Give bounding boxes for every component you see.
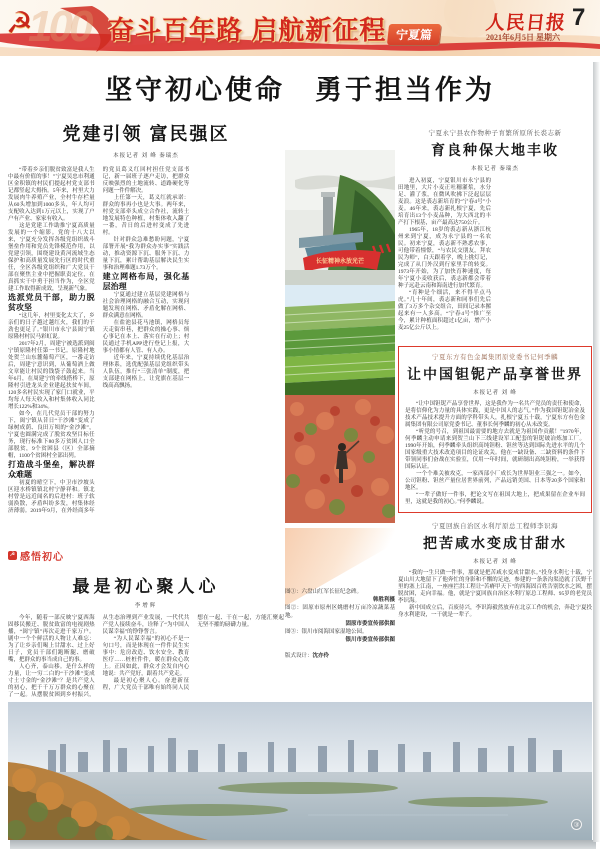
- article-byline: 本报记者 刘 峰 秦瑞杰: [113, 153, 179, 159]
- right-column: [398, 128, 592, 619]
- paragraph: 这是党建工作助推宁夏高质量发展的一个缩影。党的十八大以来，宁夏充分发挥各级党组织战斗堡垒作用和党员先锋模范作用，以党建引领，围绕建设黄河流域生态保护和高质量发展先行区的时代重任，全区各级党组织和广大党员干部在聚焦主业中把握职责定位，在真抓实干中勇于担当作为，全区党建工作取得新成效，呈现新气象。: [8, 223, 95, 292]
- paragraph: 人心齐，泰山移。是什么样的力量，让一穷二白的“干沙滩”变成寸土寸金的“金沙滩”？是共产党人的初心，把千千万万群众的心聚在了一起。从摆脱贫困到乡村振兴，从生态治理到产业发展，一代代共产党人接续奋斗，诠释了“为中国人民谋幸福”的铮铮誓言。: [8, 615, 190, 698]
- page-shadow-right: [593, 62, 600, 842]
- commentary-headline: 最是初心聚人心: [72, 577, 220, 596]
- edition-badge: 宁夏篇: [387, 24, 441, 45]
- article-subhead: 打造战斗堡垒，解决群众难题: [8, 460, 95, 479]
- paragraph: “我的一生只做一件事，那就是把苦咸水变成甘甜水。”投身水利七十载，宁夏山川大地留下了他奔忙的身影和不懈的足迹，参建的一条条沟渠造就了沃野千里的塞上江南，一座座拦洪工程让“苦瘠甲天下”的西海固百姓告别饮水之困，摆脱贫困，走向幸福。他，就是宁夏回族自治区水利厅原总工程师、95岁的老党员李识海。: [398, 570, 592, 604]
- article-subhead: 选派党员干部，助力脱贫攻坚: [8, 293, 95, 312]
- centenary-100-logo: 100: [28, 2, 90, 51]
- article-subhead: 建立网格布局，强化基层治理: [102, 272, 190, 291]
- article-headline: 让中国钽铌产品享誉世界: [407, 368, 583, 383]
- paragraph: “育种是个细活，来不得半点马虎。”几十年间，裘志新和同事们先后做了3万多个杂交组合，田间记录本摞起来有一人多高。“宁春4号”推广至今，累计种植面积超过1亿亩，增产小麦25亿公斤以上。: [398, 290, 491, 331]
- paragraph: 在盐池县花马池镇，网格员每天走街串巷，把群众的操心事、烦心事记在本上、落实在行动上；村民通过手机APP进行登记上报，大事小情都有人管、有人办。: [102, 320, 190, 354]
- paragraph: 新中国成立后，百废待兴，李识海毅然放弃在北京工作的机会，奔赴宁夏投身水利建设，一干就是一辈子。: [398, 605, 592, 618]
- article-headline: 育良种保大地丰收: [431, 144, 559, 159]
- article-body: [398, 178, 592, 336]
- article-body: [398, 570, 592, 619]
- paragraph: 进入初夏，宁夏银川市永宁县的田地里，大片小麦正吐穗灌浆，水分足、灌了浆，在微风吹拂下泛起层层麦浪。这是裘志新培育的“宁春4号”小麦。46年来，裘志新扎根宁夏，先后培育出13个小麦品种，为大西北的丰产打下根基，亩产最高达750公斤。: [398, 178, 491, 226]
- caption-2-credit: 固原市委宣传部供图: [345, 621, 395, 627]
- paragraph: 近年来，宁夏持续优化基层治理体系，选优配强基层党组织带头人队伍，推行“三张清单”制度，把支部建在网格上，让党旗在基层一线高高飘扬。: [102, 355, 190, 389]
- column-tag-label: 感悟初心: [20, 552, 64, 563]
- article-body: [8, 167, 284, 517]
- paragraph: 初夏的晴空下，中卫市沙坡头区迎水桥镇镇北村宁静祥和。镇北村曾是远近闻名的后进村：班子软弱涣散，矛盾纠纷多发，村集体经济薄弱。2019年9月，在外经商多年的党员葛义红回村担任党支部书记，新一届班子逐户走访，把群众反映强烈的土地流转、道路硬化等问题一件件解决。: [8, 167, 190, 514]
- article-body: [405, 401, 585, 506]
- design-credit: 版式设计：沈亦伶: [285, 653, 330, 659]
- caption-2: 图②：固原市原州区姚磨村万亩冷凉蔬菜基地。: [285, 605, 395, 619]
- paragraph: 2017年2月，周建宁被选派到闽宁镇原隆村任第一书记。原隆村地处贺兰山东麓葡萄产区，一番走访后，周建宁意识到，从葡萄酒上做文章能让村民的钱袋子鼓起来。当年6月，在周建宁的牵线搭桥下，原隆村引进龙头企业建起扶贫车间，120多名村民实现了家门口就业，平均每人每天收入和村集体收入同比增长122%和34%。: [8, 341, 95, 410]
- paragraph: 上任第一天，葛义红就承诺：群众的事再小也是大事。两年来，村党支部牵头成立合作社，流转土地发展特色种植，村集体收入翻了一番，昔日的后进村变成了先进村。: [102, 195, 190, 236]
- paragraph: 宁夏通过建立基层党建网格与社会治理网格的融合互动，实现问题发现在网格、矛盾化解在网格、群众满意在网格。: [102, 292, 190, 319]
- paragraph: “听党的号召，到祖国最需要的地方去就是为祖国作贡献！”1970年，何季麟主动申请来到贺兰山下三线建设军工配套的钽铌铍冶炼加工厂。1990年开始，何季麟牵头组织高纯钽粉、钽丝等达到国际先进水平的几个国家级重大技术改造项目的论证攻关。他在一缺设备、二缺资料的条件下带领同事们奋战在实验室，仅用一年时间，就研制出高纯钽粉，一举获得国际认证。: [405, 429, 585, 470]
- svg-text:长征精神永放光芒: 长征精神永放光芒: [315, 259, 365, 265]
- paragraph: 最是初心聚人心。奋进新征程，广大党员干部唯有始终同人民想在一起、干在一起，方能汇聚起无坚不摧的磅礴力量。: [102, 615, 284, 691]
- paragraph: “让中国钽铌产品享誉世界，这是我作为一名共产党员的责任和使命，是将信仰化为力量的具体实践，更是中国人的志气。”作为我国钽铌冶金及技术产品技术提升方面的学科带头人，扎根宁夏五十载，宁夏东方有色金属集团有限公司原党委书记、董事长何季麟的初心从未改变。: [405, 401, 585, 428]
- column-tag: [8, 548, 284, 563]
- peoples-daily-masthead: 人民日报: [484, 13, 567, 34]
- commentary-author: 李增辉: [134, 603, 158, 609]
- caption-1-credit: 韩胜利摄: [372, 597, 395, 603]
- paragraph: “带着乡亲们脱贫致富是我人生中最有价值的事！”宁夏吴忠市利通区金积镇的村民们提起村党支部书记都竖起大拇指。5年来，村里大力发展肉牛养殖产业，全村牛存栏量从60头增加到1000多头，年人均可支配收入达到1万元以上，实现了户户有产业、家家有收入。: [8, 167, 95, 222]
- page-number: 7: [572, 4, 586, 31]
- photo-liupanshan-monument: [285, 150, 395, 285]
- photo-captions: [285, 588, 395, 660]
- photo-column: [285, 150, 395, 702]
- photo-yuehai-wetland-park: [8, 702, 592, 840]
- paragraph: 针对群众急难愁盼问题，宁夏部署开展“我为群众办实事”实践活动，推动资源下沉、服务下沉、力量下沉，累计帮助基层解决民生实事和治理难题1.73万个。: [102, 237, 190, 271]
- article-headline: 把苦咸水变成甘甜水: [423, 537, 567, 552]
- paragraph: 一个个难关被攻克，一家西部小厂成长为世界钽业三强之一。如今，公司钽粉、钽丝产量位居世界前列，产品远销美国、日本等20多个国家和地区。: [405, 471, 585, 491]
- paragraph: “为人民谋幸福”的初心不是一句口号，而是体现在一件件民生实事中：危房改造、饮水安全、教育医疗……桩桩件件，暖在群众心坎上。正因如此，群众才会发自内心地说：共产党好，跟着共产党走。: [102, 636, 190, 677]
- article-headline: 党建引领 富民强区: [62, 124, 230, 144]
- page-banner: [0, 0, 600, 56]
- article-kicker: 宁夏回族自治区水利厅原总工程师李识海: [432, 523, 558, 530]
- commentary-body: [8, 615, 284, 701]
- paragraph: 今年，随着一部反映宁夏西海固移民搬迁、脱贫致富的电视剧热播，“闽宁镇”再次走进千家万户。剧中一个个鲜活的人物让人难忘：为了让乡亲们喝上甘甜水、过上好日子，党员干部们跑断腿、磨破嘴，把群众的事当成自己的事。: [8, 615, 95, 663]
- photo-flower-field-person: [285, 395, 395, 523]
- caption-1: 图①：六盘山红军长征纪念碑。: [285, 589, 363, 595]
- party-emblem-icon: ☭: [6, 7, 33, 40]
- article-tantalum-redbox: [398, 346, 592, 513]
- article-party-building: [8, 120, 284, 517]
- page-shadow-bottom: [10, 840, 596, 849]
- photo-number-badge: ③: [571, 819, 582, 830]
- main-headline: 坚守初心使命 勇于担当作为: [105, 75, 495, 105]
- paragraph: “一辈子做好一件事，把论文写在祖国大地上，把成果留在企业车间里，这就是我的初心。”何季麟说。: [405, 492, 585, 505]
- article-byline: 本报记者 刘 峰: [473, 559, 517, 565]
- photo-vegetable-base: [285, 285, 395, 395]
- paragraph: 如今，在几代党员干部的努力下，闽宁镇从昔日“干沙滩”变成了绿树成荫、良田万顷的“金沙滩”，宁夏也圆满完成了脱贫攻坚目标任务，现行标准下80多万贫困人口全部脱贫，9个贫困县（区）全部摘帽，1100个贫困村全部出列。: [8, 411, 95, 459]
- paragraph: 1965年，18岁的裘志新从浙江杭州来到宁夏，成为永宁县的一名农民。初来宁夏，裘志新不熟悉农事，可他带着憧憬，“与农民交朋友，拜农民为师”，白天跟着学，晚上挑灯记，完成了从门外汉到行家里手的转变。1973年开始，为了加快育种速度，每年宁夏小麦收获后，裘志新都会带着种子远赴云南和海南进行加代繁育。: [398, 227, 491, 289]
- article-water-engineer: [398, 521, 592, 619]
- caption-3-credit: 银川市委宣传部供图: [345, 637, 395, 643]
- party-emblem-mini-icon: ☭: [9, 552, 16, 558]
- series-title: 奋斗百年路 启航新征程: [108, 15, 387, 45]
- article-seed-breeding: [398, 128, 592, 336]
- date-line: 2021年6月5日 星期六: [486, 33, 560, 42]
- article-kicker: 宁夏东方有色金属集团原党委书记何季麟: [432, 354, 558, 361]
- commentary-section: [8, 548, 284, 701]
- article-kicker: 宁夏永宁县农作物种子育繁所原所长裘志新: [428, 130, 562, 137]
- caption-3: 图③：银川市阅海国家湿地公园。: [285, 629, 368, 635]
- article-byline: 本报记者 刘 峰: [473, 390, 517, 396]
- article-byline: 本报记者 秦瑞杰: [471, 166, 519, 172]
- paragraph: “这几年，村里变化太大了，乡亲们的日子越过越红火，我们的干劲也更足了。”银川市永宁县闽宁镇原隆村村民马彩虹说。: [8, 313, 95, 340]
